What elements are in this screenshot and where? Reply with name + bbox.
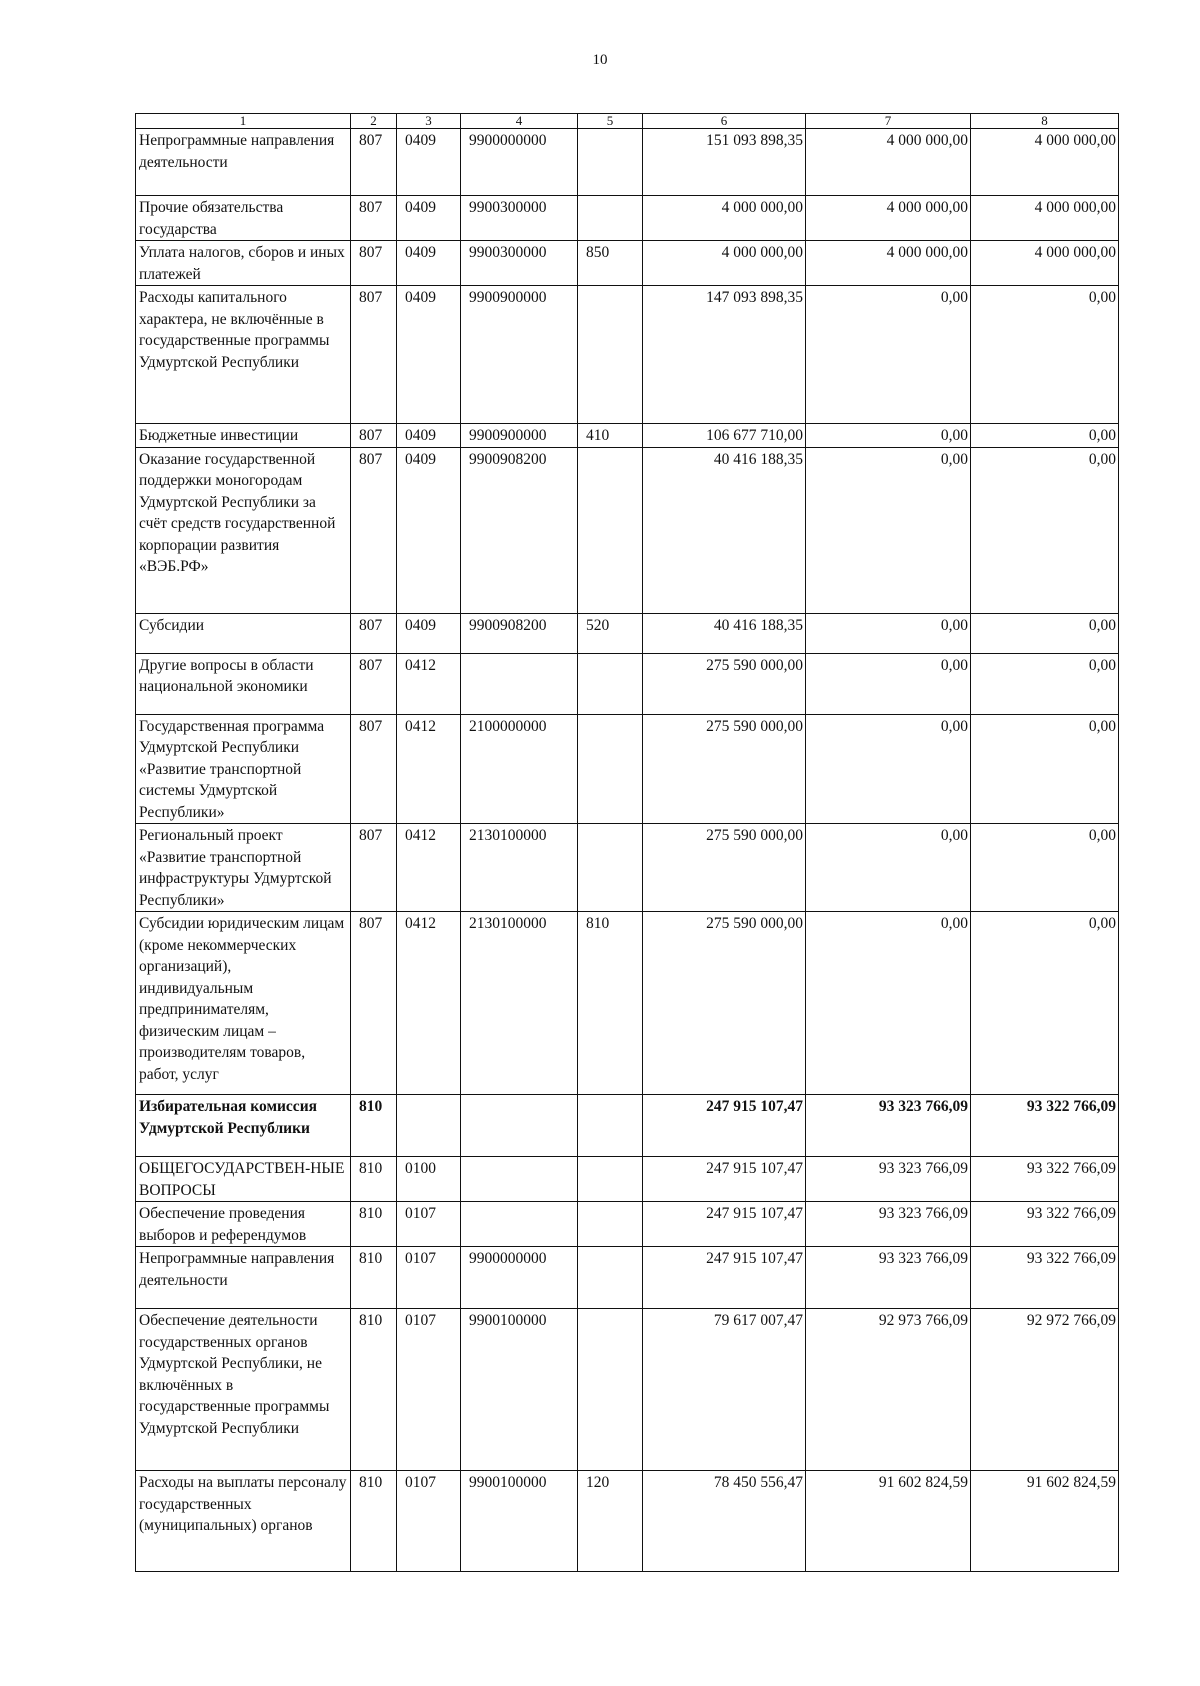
ministry-code-cell: 807 <box>351 447 397 613</box>
target-article-cell: 9900908200 <box>461 613 578 653</box>
amount-col6-cell: 78 450 556,47 <box>643 1471 806 1572</box>
amount-col7-cell: 0,00 <box>806 286 971 424</box>
amount-col8-cell: 0,00 <box>971 653 1119 714</box>
target-article-cell: 9900900000 <box>461 286 578 424</box>
row-name-cell: Обеспечение деятельности государственных органов Удмуртской Республики, не включённых в государственные программы Удмуртской Республики <box>136 1309 351 1471</box>
amount-col8-cell: 92 972 766,09 <box>971 1309 1119 1471</box>
expense-type-cell <box>578 714 643 824</box>
amount-col7-cell: 92 973 766,09 <box>806 1309 971 1471</box>
ministry-code-cell: 807 <box>351 424 397 448</box>
row-name-cell: Субсидии юридическим лицам (кроме некоммерческих организаций), индивидуальным предпринимателям, физическим лицам – производителям товаров, работ, услуг <box>136 912 351 1095</box>
amount-col7-cell: 0,00 <box>806 613 971 653</box>
column-header: 7 <box>806 114 971 129</box>
expense-type-cell: 120 <box>578 1471 643 1572</box>
amount-col6-cell: 151 093 898,35 <box>643 129 806 196</box>
table-row <box>136 424 1119 448</box>
expense-type-cell: 850 <box>578 241 643 286</box>
expense-type-cell <box>578 824 643 912</box>
page-number: 10 <box>592 52 608 68</box>
amount-col8-cell: 93 322 766,09 <box>971 1247 1119 1309</box>
amount-col7-cell: 91 602 824,59 <box>806 1471 971 1572</box>
target-article-cell: 9900000000 <box>461 1247 578 1309</box>
table-row <box>136 129 1119 196</box>
amount-col8-cell: 4 000 000,00 <box>971 196 1119 241</box>
ministry-code-cell: 807 <box>351 613 397 653</box>
amount-col8-cell: 0,00 <box>971 912 1119 1095</box>
target-article-cell: 9900100000 <box>461 1309 578 1471</box>
section-code-cell: 0412 <box>397 653 461 714</box>
ministry-code-cell: 807 <box>351 824 397 912</box>
expense-type-cell <box>578 286 643 424</box>
amount-col8-cell: 4 000 000,00 <box>971 129 1119 196</box>
ministry-code-cell: 810 <box>351 1471 397 1572</box>
table-row <box>136 196 1119 241</box>
target-article-cell <box>461 1157 578 1202</box>
amount-col7-cell: 0,00 <box>806 653 971 714</box>
table-row <box>136 1095 1119 1157</box>
ministry-code-cell: 807 <box>351 912 397 1095</box>
column-header: 3 <box>397 114 461 129</box>
expense-type-cell <box>578 1157 643 1202</box>
row-name-cell: Государственная программа Удмуртской Республики «Развитие транспортной системы Удмуртской Республики» <box>136 714 351 824</box>
ministry-code-cell: 807 <box>351 241 397 286</box>
amount-col8-cell: 0,00 <box>971 286 1119 424</box>
section-code-cell: 0100 <box>397 1157 461 1202</box>
section-code-cell: 0107 <box>397 1202 461 1247</box>
table-row <box>136 1309 1119 1471</box>
expense-type-cell <box>578 1247 643 1309</box>
expense-type-cell <box>578 447 643 613</box>
row-name-cell: Оказание государственной поддержки моногородам Удмуртской Республики за счёт средств государственной корпорации развития «ВЭБ.РФ» <box>136 447 351 613</box>
column-number-row <box>136 114 1119 129</box>
budget-table <box>135 113 1119 1572</box>
ministry-code-cell: 807 <box>351 129 397 196</box>
amount-col6-cell: 247 915 107,47 <box>643 1157 806 1202</box>
expense-type-cell <box>578 129 643 196</box>
column-header: 1 <box>136 114 351 129</box>
section-code-cell: 0409 <box>397 447 461 613</box>
target-article-cell <box>461 1095 578 1157</box>
row-name-cell: Другие вопросы в области национальной экономики <box>136 653 351 714</box>
amount-col6-cell: 147 093 898,35 <box>643 286 806 424</box>
amount-col7-cell: 4 000 000,00 <box>806 129 971 196</box>
amount-col6-cell: 275 590 000,00 <box>643 714 806 824</box>
section-code-cell: 0412 <box>397 912 461 1095</box>
amount-col6-cell: 275 590 000,00 <box>643 824 806 912</box>
table-row <box>136 447 1119 613</box>
column-header: 8 <box>971 114 1119 129</box>
table-row <box>136 1247 1119 1309</box>
amount-col8-cell: 4 000 000,00 <box>971 241 1119 286</box>
expense-type-cell: 410 <box>578 424 643 448</box>
section-code-cell: 0412 <box>397 714 461 824</box>
table-row <box>136 653 1119 714</box>
ministry-code-cell: 810 <box>351 1247 397 1309</box>
row-name-cell: Обеспечение проведения выборов и референдумов <box>136 1202 351 1247</box>
target-article-cell: 2130100000 <box>461 912 578 1095</box>
row-name-cell: Избирательная комиссия Удмуртской Республики <box>136 1095 351 1157</box>
ministry-code-cell: 810 <box>351 1202 397 1247</box>
target-article-cell: 2130100000 <box>461 824 578 912</box>
ministry-code-cell: 810 <box>351 1095 397 1157</box>
row-name-cell: Расходы капитального характера, не включённые в государственные программы Удмуртской Республики <box>136 286 351 424</box>
amount-col7-cell: 4 000 000,00 <box>806 196 971 241</box>
ministry-code-cell: 810 <box>351 1157 397 1202</box>
table-row <box>136 912 1119 1095</box>
row-name-cell: Расходы на выплаты персоналу государственных (муниципальных) органов <box>136 1471 351 1572</box>
amount-col7-cell: 93 323 766,09 <box>806 1157 971 1202</box>
section-code-cell: 0409 <box>397 241 461 286</box>
row-name-cell: Непрограммные направления деятельности <box>136 129 351 196</box>
section-code-cell <box>397 1095 461 1157</box>
amount-col7-cell: 0,00 <box>806 424 971 448</box>
ministry-code-cell: 807 <box>351 286 397 424</box>
section-code-cell: 0107 <box>397 1309 461 1471</box>
table-row <box>136 286 1119 424</box>
amount-col7-cell: 93 323 766,09 <box>806 1247 971 1309</box>
amount-col6-cell: 40 416 188,35 <box>643 447 806 613</box>
section-code-cell: 0409 <box>397 196 461 241</box>
expense-type-cell <box>578 1202 643 1247</box>
table-row <box>136 714 1119 824</box>
amount-col8-cell: 0,00 <box>971 714 1119 824</box>
section-code-cell: 0409 <box>397 286 461 424</box>
target-article-cell: 9900100000 <box>461 1471 578 1572</box>
amount-col6-cell: 4 000 000,00 <box>643 241 806 286</box>
row-name-cell: Региональный проект «Развитие транспортной инфраструктуры Удмуртской Республики» <box>136 824 351 912</box>
section-code-cell: 0409 <box>397 613 461 653</box>
target-article-cell: 2100000000 <box>461 714 578 824</box>
amount-col8-cell: 0,00 <box>971 447 1119 613</box>
amount-col7-cell: 0,00 <box>806 824 971 912</box>
expense-type-cell: 810 <box>578 912 643 1095</box>
amount-col8-cell: 93 322 766,09 <box>971 1095 1119 1157</box>
column-header: 5 <box>578 114 643 129</box>
expense-type-cell <box>578 653 643 714</box>
section-code-cell: 0107 <box>397 1471 461 1572</box>
table-row <box>136 1471 1119 1572</box>
amount-col8-cell: 93 322 766,09 <box>971 1157 1119 1202</box>
target-article-cell: 9900000000 <box>461 129 578 196</box>
target-article-cell: 9900300000 <box>461 196 578 241</box>
ministry-code-cell: 810 <box>351 1309 397 1471</box>
row-name-cell: Субсидии <box>136 613 351 653</box>
ministry-code-cell: 807 <box>351 653 397 714</box>
section-code-cell: 0409 <box>397 424 461 448</box>
column-header: 2 <box>351 114 397 129</box>
amount-col6-cell: 79 617 007,47 <box>643 1309 806 1471</box>
table-row <box>136 824 1119 912</box>
table-row <box>136 1157 1119 1202</box>
row-name-cell: Бюджетные инвестиции <box>136 424 351 448</box>
amount-col6-cell: 247 915 107,47 <box>643 1095 806 1157</box>
amount-col7-cell: 4 000 000,00 <box>806 241 971 286</box>
amount-col8-cell: 0,00 <box>971 424 1119 448</box>
row-name-cell: Прочие обязательства государства <box>136 196 351 241</box>
ministry-code-cell: 807 <box>351 196 397 241</box>
amount-col7-cell: 93 323 766,09 <box>806 1202 971 1247</box>
target-article-cell: 9900900000 <box>461 424 578 448</box>
amount-col6-cell: 275 590 000,00 <box>643 653 806 714</box>
column-header: 6 <box>643 114 806 129</box>
amount-col7-cell: 0,00 <box>806 447 971 613</box>
expense-type-cell <box>578 196 643 241</box>
expense-type-cell <box>578 1309 643 1471</box>
amount-col6-cell: 247 915 107,47 <box>643 1247 806 1309</box>
target-article-cell <box>461 1202 578 1247</box>
amount-col7-cell: 0,00 <box>806 912 971 1095</box>
section-code-cell: 0409 <box>397 129 461 196</box>
amount-col6-cell: 275 590 000,00 <box>643 912 806 1095</box>
amount-col6-cell: 247 915 107,47 <box>643 1202 806 1247</box>
target-article-cell: 9900908200 <box>461 447 578 613</box>
column-header: 4 <box>461 114 578 129</box>
target-article-cell: 9900300000 <box>461 241 578 286</box>
table-row <box>136 1202 1119 1247</box>
amount-col6-cell: 106 677 710,00 <box>643 424 806 448</box>
amount-col8-cell: 91 602 824,59 <box>971 1471 1119 1572</box>
row-name-cell: Уплата налогов, сборов и иных платежей <box>136 241 351 286</box>
section-code-cell: 0107 <box>397 1247 461 1309</box>
amount-col8-cell: 0,00 <box>971 824 1119 912</box>
ministry-code-cell: 807 <box>351 714 397 824</box>
table-row <box>136 241 1119 286</box>
amount-col7-cell: 0,00 <box>806 714 971 824</box>
amount-col7-cell: 93 323 766,09 <box>806 1095 971 1157</box>
amount-col8-cell: 93 322 766,09 <box>971 1202 1119 1247</box>
amount-col6-cell: 4 000 000,00 <box>643 196 806 241</box>
amount-col6-cell: 40 416 188,35 <box>643 613 806 653</box>
expense-type-cell: 520 <box>578 613 643 653</box>
section-code-cell: 0412 <box>397 824 461 912</box>
row-name-cell: Непрограммные направления деятельности <box>136 1247 351 1309</box>
row-name-cell: ОБЩЕГОСУДАРСТВЕН-НЫЕ ВОПРОСЫ <box>136 1157 351 1202</box>
amount-col8-cell: 0,00 <box>971 613 1119 653</box>
table-row <box>136 613 1119 653</box>
target-article-cell <box>461 653 578 714</box>
expense-type-cell <box>578 1095 643 1157</box>
